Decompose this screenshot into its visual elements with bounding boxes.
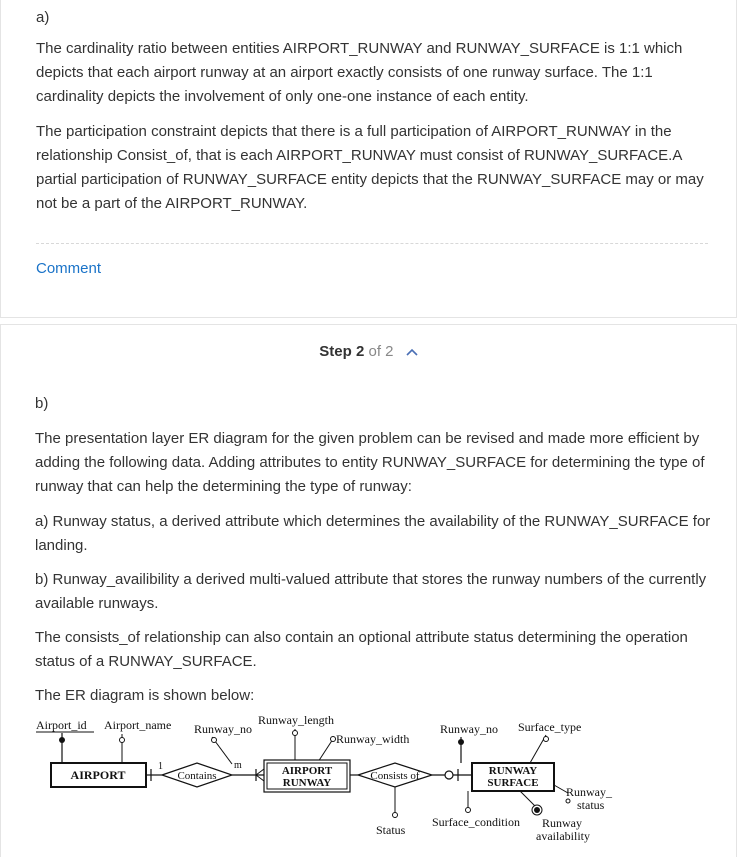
attr-runway-status-line-1: Runway_ — [566, 785, 612, 799]
attr-runway-width: Runway_width — [336, 732, 410, 746]
step-current: Step 2 — [319, 343, 365, 360]
card-1: 1 — [158, 761, 163, 772]
entity-airport-label: AIRPORT — [70, 768, 126, 782]
attr-surface-type: Surface_type — [518, 720, 582, 734]
part-b-item-b: b) Runway_availibility a derived multi-valued attribute that stores the runway numbers of the currently available runways. — [35, 571, 707, 612]
part-b-item-a: a) Runway status, a derived attribute which determines the availability of the RUNWAY_SURFACE for landing. — [35, 513, 711, 554]
entity-runway-surface-line-1: RUNWAY — [488, 765, 538, 777]
attr-runway-availability-line-1: Runway — [542, 816, 582, 830]
part-b-label: b) — [35, 395, 49, 412]
part-a-paragraph-2: The participation constraint depicts that there is a full participation of AIRPORT_RUNWAY in the relationship Consist_of, that is each AIRPORT_RUNWAY must consist of RUNWAY_SURFACE.A partial participation of RUNWAY_SURFACE entity depicts that the RUNWAY_SURFACE may or may not be a part of the AIRPORT_RUNWAY. — [36, 123, 704, 212]
entity-airport-runway-line-2: RUNWAY — [282, 777, 332, 789]
attr-airport-id: Airport_id — [36, 718, 87, 732]
card-m: m — [234, 760, 242, 771]
part-b-paragraph-3: The ER diagram is shown below: — [35, 687, 255, 704]
entity-airport-runway-line-1: AIRPORT — [281, 765, 333, 777]
rel-consists-of-label: Consists of — [370, 770, 420, 782]
attr-surface-condition: Surface_condition — [432, 815, 520, 829]
step-total: of 2 — [368, 343, 394, 360]
attr-status: Status — [376, 823, 406, 837]
part-a-label: a) — [36, 9, 50, 26]
attr-runway-availability-line-2: availability — [536, 829, 590, 843]
attr-runway-no: Runway_no — [194, 722, 252, 736]
comment-link[interactable]: Comment — [36, 260, 102, 277]
entity-runway-surface-line-2: SURFACE — [487, 777, 539, 789]
part-b-paragraph-1: The presentation layer ER diagram for the given problem can be revised and made more efficient by adding the following data. Adding attributes to entity RUNWAY_SURFACE for determining the type of runway that can help the determining the type of runway: — [35, 430, 705, 495]
part-b-paragraph-2: The consists_of relationship can also contain an optional attribute status determining the operation status of a RUNWAY_SURFACE. — [35, 629, 688, 670]
rel-contains-label: Contains — [177, 770, 217, 782]
attr-runway-status-line-2: status — [577, 798, 605, 812]
attr-runway-no-2: Runway_no — [440, 722, 498, 736]
attr-runway-length: Runway_length — [258, 713, 334, 727]
part-a-paragraph-1: The cardinality ratio between entities AIRPORT_RUNWAY and RUNWAY_SURFACE is 1:1 which depicts that each airport runway at an airport exactly consists of one runway surface. The 1:1 cardinality depicts the involvement of only one-one instance of each entity. — [36, 40, 683, 105]
attr-airport-name: Airport_name — [104, 718, 172, 732]
